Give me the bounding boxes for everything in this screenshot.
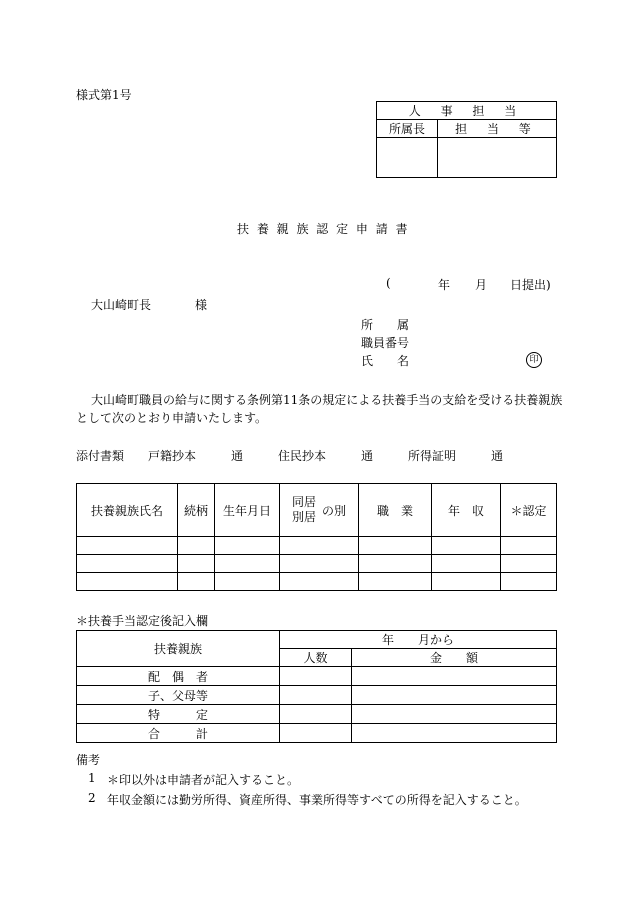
attachment-income-unit: 通	[491, 449, 504, 463]
notes-title: 備考	[76, 753, 101, 767]
cell-dependent-name[interactable]	[77, 537, 178, 555]
dependents-table	[76, 483, 557, 591]
cell-approval[interactable]	[501, 537, 557, 555]
cell-relation[interactable]	[178, 537, 215, 555]
addressee-name: 大山崎町長	[91, 298, 152, 312]
date-month-label: 月	[475, 278, 488, 292]
cell-cohabitation[interactable]	[280, 573, 359, 591]
body-text-line2: として次のとおり申請いたします。	[76, 411, 268, 425]
cell-annual-income[interactable]	[432, 555, 501, 573]
seal-mark: 印	[526, 351, 542, 368]
table-row	[77, 555, 557, 573]
approval-col-staff: 担 当 等	[438, 120, 557, 138]
cell-amount[interactable]	[352, 724, 557, 743]
note-number: 1	[88, 771, 96, 785]
note-text: 年収金額には勤労所得、資産所得、事業所得等すべての所得を記入すること。	[107, 793, 527, 807]
cell-birthdate[interactable]	[215, 573, 280, 591]
body-text-line1: 大山崎町職員の給与に関する条例第11条の規定による扶養手当の支給を受ける扶養親族	[91, 393, 563, 407]
attachments-label: 添付書類	[76, 449, 125, 463]
table-row	[77, 724, 557, 743]
cell-dependent-name[interactable]	[77, 555, 178, 573]
cell-dependent-name[interactable]	[77, 573, 178, 591]
cell-count[interactable]	[280, 667, 352, 686]
addressee-honorific: 様	[195, 298, 208, 312]
th-dependent-name: 扶養親族氏名	[77, 484, 178, 537]
th-birthdate: 生年月日	[215, 484, 280, 537]
row-label-total: 合 計	[77, 724, 280, 743]
th-family: 扶養親族	[77, 631, 280, 667]
cell-approval[interactable]	[501, 573, 557, 591]
cell-occupation[interactable]	[359, 555, 432, 573]
attachment-juumin-unit: 通	[361, 449, 374, 463]
allowance-section-title: ＊扶養手当認定後記入欄	[76, 614, 209, 628]
cell-count[interactable]	[280, 686, 352, 705]
table-row	[77, 537, 557, 555]
page-title: 扶 養 親 族 認 定 申 請 書	[237, 222, 410, 236]
note-number: 2	[88, 791, 96, 805]
cell-birthdate[interactable]	[215, 537, 280, 555]
th-approval: ＊認定	[501, 484, 557, 537]
cell-cohabitation[interactable]	[280, 537, 359, 555]
row-label-specific: 特 定	[77, 705, 280, 724]
table-row	[77, 705, 557, 724]
attachment-income: 所得証明	[408, 449, 457, 463]
cell-cohabitation[interactable]	[280, 555, 359, 573]
attachment-koseki-unit: 通	[231, 449, 244, 463]
attachment-juumin: 住民抄本	[278, 449, 327, 463]
cell-amount[interactable]	[352, 705, 557, 724]
cell-annual-income[interactable]	[432, 537, 501, 555]
cell-annual-income[interactable]	[432, 573, 501, 591]
cell-occupation[interactable]	[359, 537, 432, 555]
approval-box-header: 人 事 担 当	[377, 102, 557, 120]
approval-cell-dept-head[interactable]	[377, 138, 438, 178]
cell-amount[interactable]	[352, 686, 557, 705]
th-period: 年 月から	[280, 631, 557, 649]
table-row	[77, 686, 557, 705]
row-label-spouse: 配 偶 者	[77, 667, 280, 686]
cell-approval[interactable]	[501, 555, 557, 573]
allowance-table	[76, 630, 557, 743]
cell-occupation[interactable]	[359, 573, 432, 591]
applicant-dept-label: 所 属	[361, 318, 410, 332]
note-text: ＊印以外は申請者が記入すること。	[107, 773, 300, 787]
approval-cell-staff[interactable]	[438, 138, 557, 178]
cell-count[interactable]	[280, 724, 352, 743]
th-annual-income: 年 収	[432, 484, 501, 537]
row-label-children-parents: 子、父母等	[77, 686, 280, 705]
applicant-staff-no-label: 職員番号	[361, 336, 410, 350]
cell-birthdate[interactable]	[215, 555, 280, 573]
date-open-paren: (	[386, 276, 391, 290]
th-amount: 金 額	[352, 649, 557, 667]
cell-relation[interactable]	[178, 573, 215, 591]
th-occupation: 職 業	[359, 484, 432, 537]
applicant-name-label: 氏 名	[361, 354, 410, 368]
table-row	[77, 573, 557, 591]
form-number: 様式第1号	[76, 88, 132, 102]
date-year-label: 年	[438, 278, 451, 292]
date-day-submitted-label: 日提出)	[510, 278, 551, 292]
th-cohabitation: 同居 別居 の別	[280, 484, 359, 537]
th-count: 人数	[280, 649, 352, 667]
approval-col-dept-head: 所属長	[377, 120, 438, 138]
table-row	[77, 667, 557, 686]
attachment-koseki: 戸籍抄本	[148, 449, 197, 463]
cell-count[interactable]	[280, 705, 352, 724]
th-relation: 続柄	[178, 484, 215, 537]
cell-relation[interactable]	[178, 555, 215, 573]
cell-amount[interactable]	[352, 667, 557, 686]
approval-box	[376, 101, 557, 178]
